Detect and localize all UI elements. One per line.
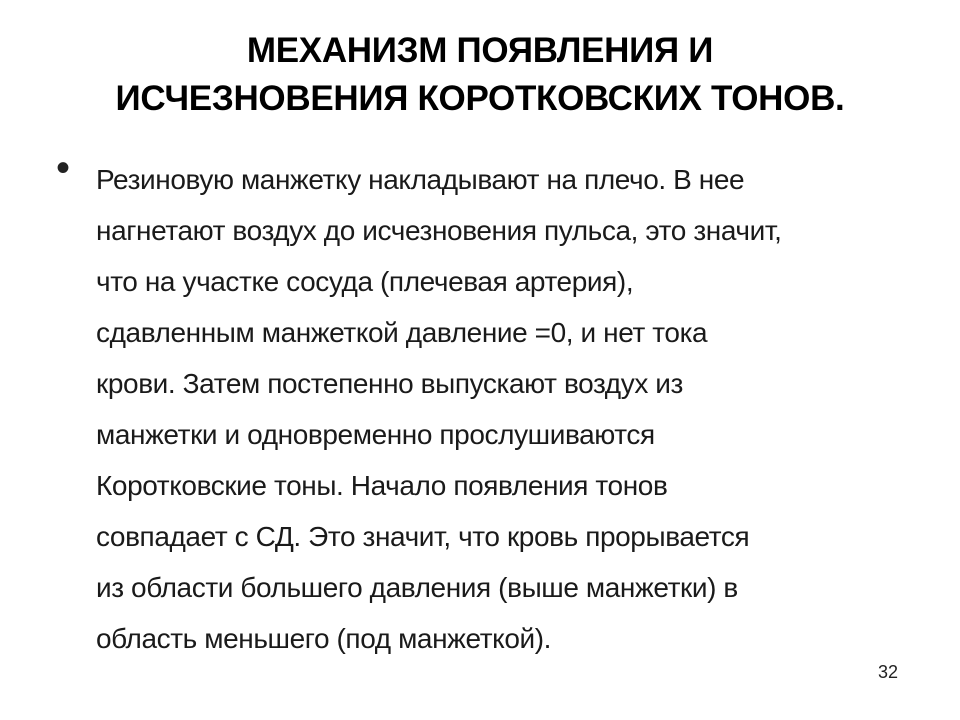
slide-title: [40, 27, 920, 123]
body-line-1: Резиновую манжетку накладывают на плечо. В нее: [96, 164, 745, 195]
body-line-4: сдавленным манжеткой давление =0, и нет тока: [96, 317, 708, 348]
body-line-2: нагнетают воздух до исчезновения пульса, это значит,: [96, 215, 782, 246]
body-line-5: крови. Затем постепенно выпускают воздух из: [96, 368, 683, 399]
body-line-7: Коротковские тоны. Начало появления тонов: [96, 470, 668, 501]
body-line-6: манжетки и одновременно прослушиваются: [96, 419, 655, 450]
body-line-8: совпадает с СД. Это значит, что кровь прорывается: [96, 521, 750, 552]
body-line-10: область меньшего (под манжеткой).: [96, 623, 552, 654]
page-number: 32: [878, 662, 899, 682]
title-line-2: ИСЧЕЗНОВЕНИЯ КОРОТКОВСКИХ ТОНОВ.: [115, 79, 845, 118]
bullet-paragraph: [96, 154, 916, 664]
body-line-3: что на участке сосуда (плечевая артерия),: [96, 266, 634, 297]
bullet-dot-icon: •: [56, 146, 71, 190]
title-line-1: МЕХАНИЗМ ПОЯВЛЕНИЯ И: [246, 31, 714, 70]
body-line-9: из области большего давления (выше манжетки) в: [96, 572, 738, 603]
